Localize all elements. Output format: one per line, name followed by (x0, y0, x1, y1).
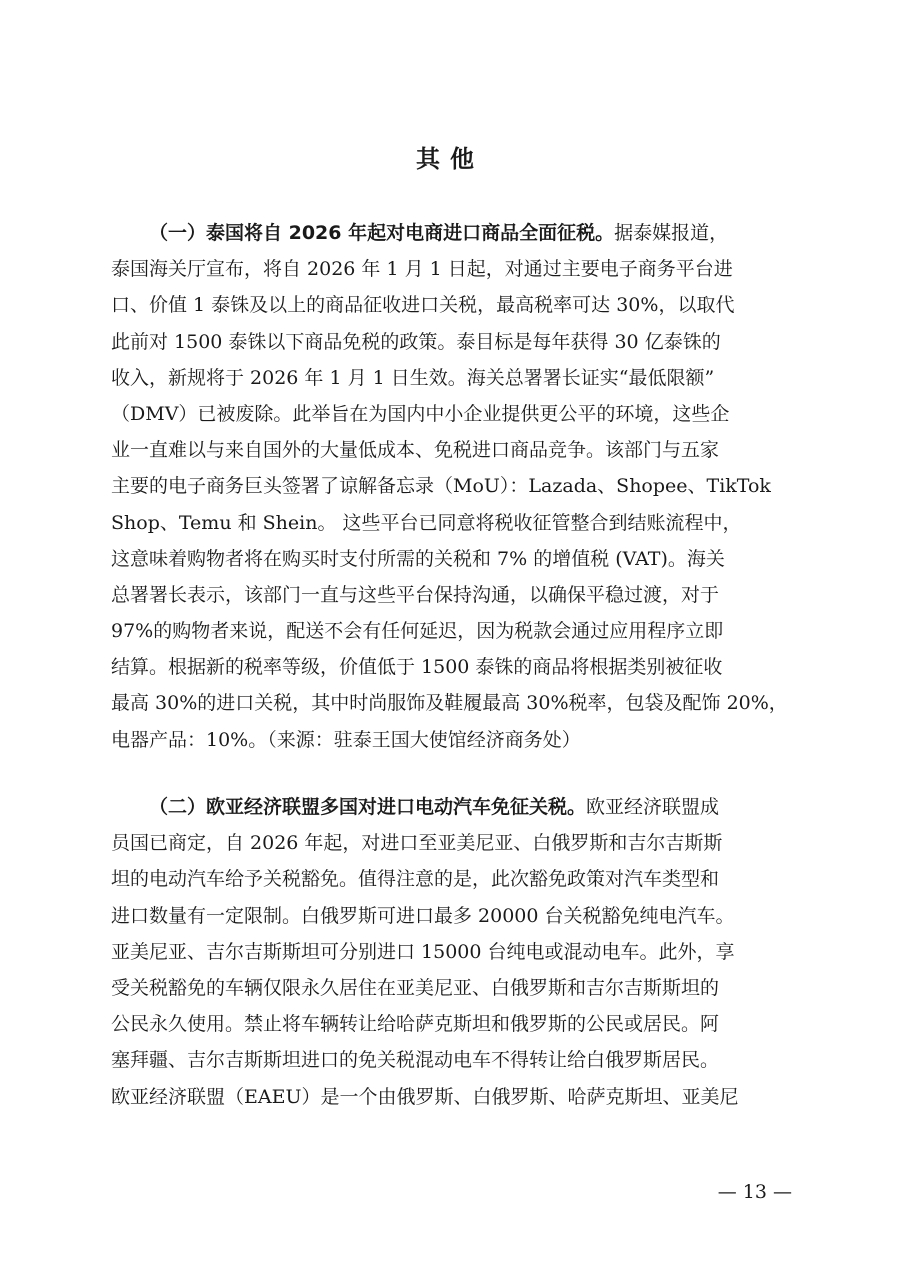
paragraph-line: 结算。根据新的税率等级，价值低于 1500 泰铢的商品将根据类别被征收 (111, 656, 723, 679)
section-thailand-ecommerce-tax (111, 215, 792, 758)
paragraph-line: Shop、Temu 和 Shein。 这些平台已同意将税收征管整合到结账流程中， (111, 511, 742, 534)
paragraph-line: 亚美尼亚、吉尔吉斯斯坦可分别进口 15000 台纯电或混动电车。此外，享 (111, 940, 735, 963)
paragraph-line: 主要的电子商务巨头签署了谅解备忘录（MoU）：Lazada、Shopee、TikTok (111, 475, 771, 498)
paragraph-first-line (111, 215, 792, 251)
section-heading: （二）欧亚经济联盟多国对进口电动汽车免征关税。 (149, 796, 587, 818)
paragraph-line: 最高 30%的进口关税，其中时尚服饰及鞋履最高 30%税率，包袋及配饰 20%， (111, 692, 788, 715)
paragraph-line: 公民永久使用。禁止将车辆转让给哈萨克斯坦和俄罗斯的公民或居民。阿 (111, 1013, 720, 1036)
paragraph-line: 欧亚经济联盟（EAEU）是一个由俄罗斯、白俄罗斯、哈萨克斯坦、亚美尼 (111, 1085, 739, 1108)
page-title: 其他 (416, 145, 484, 173)
paragraph-text: 欧亚经济联盟成 (586, 796, 720, 818)
paragraph-line: 收入，新规将于 2026 年 1 月 1 日生效。海关总署署长证实“最低限额” (111, 366, 715, 389)
paragraph-line: 泰国海关厅宣布，将自 2026 年 1 月 1 日起，对通过主要电子商务平台进 (111, 258, 733, 281)
paragraph-line: 此前对 1500 泰铢以下商品免税的政策。泰目标是每年获得 30 亿泰铢的 (111, 330, 721, 353)
paragraph-line: 电器产品：10%。（来源：驻泰王国大使馆经济商务处） (111, 728, 581, 751)
paragraph-line: 业一直难以与来自国外的大量低成本、免税进口商品竞争。该部门与五家 (111, 439, 720, 462)
paragraph-line: 口、价值 1 泰铢及以上的商品征收进口关税，最高税率可达 30%，以取代 (111, 294, 735, 317)
paragraph-line: （DMV）已被废除。此举旨在为国内中小企业提供更公平的环境，这些企 (111, 402, 730, 425)
paragraph-line: 进口数量有一定限制。白俄罗斯可进口最多 20000 台关税豁免纯电汽车。 (111, 904, 735, 927)
paragraph-line: 97%的购物者来说，配送不会有任何延迟，因为税款会通过应用程序立即 (111, 620, 724, 643)
paragraph-first-line (111, 789, 792, 825)
paragraph-line: 受关税豁免的车辆仅限永久居住在亚美尼亚、白俄罗斯和吉尔吉斯斯坦的 (111, 976, 720, 999)
page-number: — 13 — (717, 1181, 792, 1203)
paragraph-line: 员国已商定，自 2026 年起，对进口至亚美尼亚、白俄罗斯和吉尔吉斯斯 (111, 832, 723, 855)
section-eaeu-ev-tariff (111, 789, 792, 1115)
paragraph-line: 这意味着购物者将在购买时支付所需的关税和 7% 的增值税 (VAT)。海关 (111, 547, 725, 570)
paragraph-line: 塞拜疆、吉尔吉斯斯坦进口的免关税混动电车不得转让给白俄罗斯居民。 (111, 1049, 720, 1072)
paragraph-line: 总署署长表示，该部门一直与这些平台保持沟通，以确保平稳过渡，对于 (111, 583, 720, 606)
paragraph-line: 坦的电动汽车给予关税豁免。值得注意的是，此次豁免政策对汽车类型和 (111, 868, 720, 891)
section-heading: （一）泰国将自 2026 年起对电商进口商品全面征税。 (149, 222, 615, 244)
paragraph-text: 据泰媒报道， (614, 222, 729, 244)
